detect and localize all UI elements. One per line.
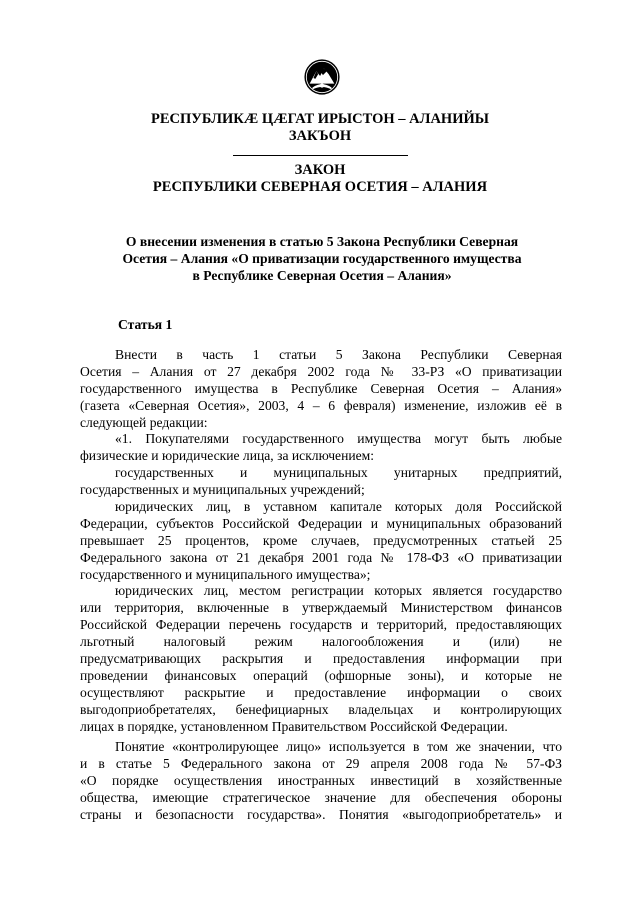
body-line: государственного и муниципального имущества»; [80, 566, 371, 582]
body-line: выгодоприобретателях, бенефициарных владельцах и контролирующих [80, 701, 562, 717]
title-line: О внесении изменения в статью 5 Закона Республики Северная [125, 234, 519, 249]
article-heading: Статья 1 [118, 317, 173, 332]
body-line: или территория, включенные в утверждаемый Министерством финансов [80, 600, 562, 616]
document-title [88, 233, 556, 284]
body-line: «1. Покупателями государственного имущества могут быть любые [115, 431, 562, 447]
body-line: страны и безопасности государства». Понятия «выгодоприобретатель» и [80, 807, 562, 823]
body-line: Внести в часть 1 статьи 5 Закона Республики Северная [115, 347, 562, 362]
title-line: Осетия – Алания «О приватизации государственного имущества [122, 251, 522, 266]
body-line: (газета «Северная Осетия», 2003, 4 – 6 февраля) изменение, изложив её в [80, 397, 562, 413]
body-line: предусматривающих раскрытия и предоставления информации при [80, 651, 562, 667]
body-line: «О порядке осуществления иностранных инвестиций в хозяйственные [80, 773, 562, 789]
body-line: физические и юридические лица, за исключением: [80, 448, 375, 464]
header-ossetian-name: РЕСПУБЛИКÆ ЦÆГАТ ИРЫСТОН – АЛАНИЙЫ [151, 111, 489, 127]
body-line: Федерации, субъектов Российской Федерации и муниципальных образований [80, 515, 562, 531]
body-line: юридических лиц, местом регистрации которых является государство [115, 583, 562, 599]
body-line: юридических лиц, в уставном капитале которых доля Российской [115, 499, 562, 515]
body-line: Федерального закона от 21 декабря 2001 года № 178-ФЗ «О приватизации [80, 549, 562, 565]
coat-of-arms-icon [303, 58, 341, 96]
body-line: проведении финансовых операций (офшорные зоны), и которые не [80, 667, 562, 683]
body-line: общества, имеющие стратегическое значение для обеспечения обороны [80, 790, 562, 806]
document-body [80, 347, 562, 824]
header-russian-name: РЕСПУБЛИКИ СЕВЕРНАЯ ОСЕТИЯ – АЛАНИЯ [152, 179, 488, 195]
body-line: лицах в порядке, установленном Правительством Российской Федерации. [80, 718, 508, 734]
header-russian-law: ЗАКОН [294, 162, 346, 178]
body-line: государственного имущества в Республике Северная Осетия – Алания» [80, 380, 562, 396]
body-line: Понятие «контролирующее лицо» используется в том же значении, что [115, 739, 562, 755]
header-divider [233, 155, 408, 156]
body-line: льготный налоговый режим налогообложения и (или) не [80, 634, 562, 650]
body-line: и в статье 5 Федерального закона от 29 апреля 2008 года № 57-ФЗ [80, 756, 562, 772]
body-line: государственных и муниципальных учреждений; [80, 482, 365, 498]
body-line: Российской Федерации перечень государств и территорий, предоставляющих [80, 617, 562, 633]
body-line: следующей редакции: [80, 414, 208, 430]
body-line: осуществляют раскрытие и предоставление информации о своих [80, 684, 562, 700]
header-ossetian-law: ЗАКЪОН [288, 128, 352, 144]
title-line: в Республике Северная Осетия – Алания» [192, 268, 452, 283]
body-line: государственных и муниципальных унитарных предприятий, [115, 465, 562, 481]
body-line: Осетия – Алания от 27 декабря 2002 года № 33-РЗ «О приватизации [80, 363, 562, 379]
body-line: превышает 25 процентов, кроме случаев, предусмотренных статьей 25 [80, 532, 562, 548]
